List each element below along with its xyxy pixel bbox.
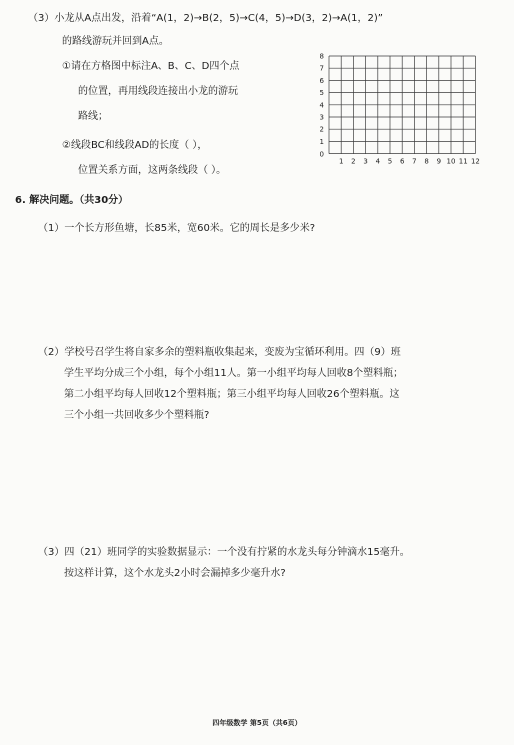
x-tick-label: 11 [458, 157, 468, 166]
q3-sub1-line2: 的位置，再用线段连接出小龙的游玩 [78, 86, 238, 97]
y-tick-label: 2 [319, 125, 324, 134]
q3-line2: 的路线游玩并回到A点。 [62, 36, 169, 47]
x-tick-label: 3 [363, 157, 368, 166]
x-tick-label: 4 [375, 157, 381, 166]
y-tick-label: 4 [319, 101, 324, 110]
problem2-line1: （2）学校号召学生将自家多余的塑料瓶收集起来，变废为宝循环利用。四（9）班 [38, 347, 401, 358]
y-tick-label: 8 [319, 52, 324, 61]
coordinate-grid [315, 52, 495, 177]
y-tick-label: 6 [319, 76, 324, 85]
x-tick-label: 1 [338, 157, 344, 166]
x-tick-label: 12 [470, 157, 480, 166]
section6-heading: 6. 解决问题。（共30分） [15, 195, 129, 206]
q3-line1: （3）小龙从A点出发，沿着“A(1，2)→B(2，5)→C(4，5)→D(3，2)→A(1，2)” [28, 13, 383, 24]
problem2-line4: 三个小组一共回收多少个塑料瓶? [64, 410, 210, 421]
problem2-line2: 学生平均分成三个小组，每个小组11人。第一小组平均每人回收8个塑料瓶； [64, 368, 404, 379]
problem3-line1: （3）四（21）班同学的实验数据显示：一个没有拧紧的水龙头每分钟滴水15毫升。 [38, 547, 410, 558]
origin-label: 0 [319, 150, 324, 159]
q3-sub2-line2: 位置关系方面，这两条线段（ ）。 [78, 165, 227, 176]
y-tick-label: 3 [319, 113, 324, 122]
y-tick-label: 7 [319, 64, 324, 73]
x-tick-label: 5 [387, 157, 393, 166]
q3-sub1-line3: 路线； [78, 111, 108, 122]
x-tick-label: 6 [399, 157, 405, 166]
x-tick-label: 9 [436, 157, 442, 166]
y-tick-label: 1 [319, 137, 324, 146]
x-tick-label: 8 [424, 157, 429, 166]
x-tick-label: 7 [412, 157, 417, 166]
x-tick-label: 2 [351, 157, 356, 166]
problem2-line3: 第二小组平均每人回收12个塑料瓶；第三小组平均每人回收26个塑料瓶。这 [64, 389, 400, 400]
problem3-line2: 按这样计算，这个水龙头2小时会漏掉多少毫升水? [64, 568, 286, 579]
page-footer: 四年级数学 第5页（共6页） [212, 719, 302, 727]
q3-sub2-line1: ②线段BC和线段AD的长度（ ）， [62, 140, 208, 151]
problem1-text: （1）一个长方形鱼塘，长85米，宽60米。它的周长是多少米? [38, 223, 316, 234]
x-tick-label: 10 [446, 157, 456, 166]
y-tick-label: 5 [319, 89, 324, 98]
q3-sub1-line1: ①请在方格图中标注A、B、C、D四个点 [62, 61, 240, 72]
